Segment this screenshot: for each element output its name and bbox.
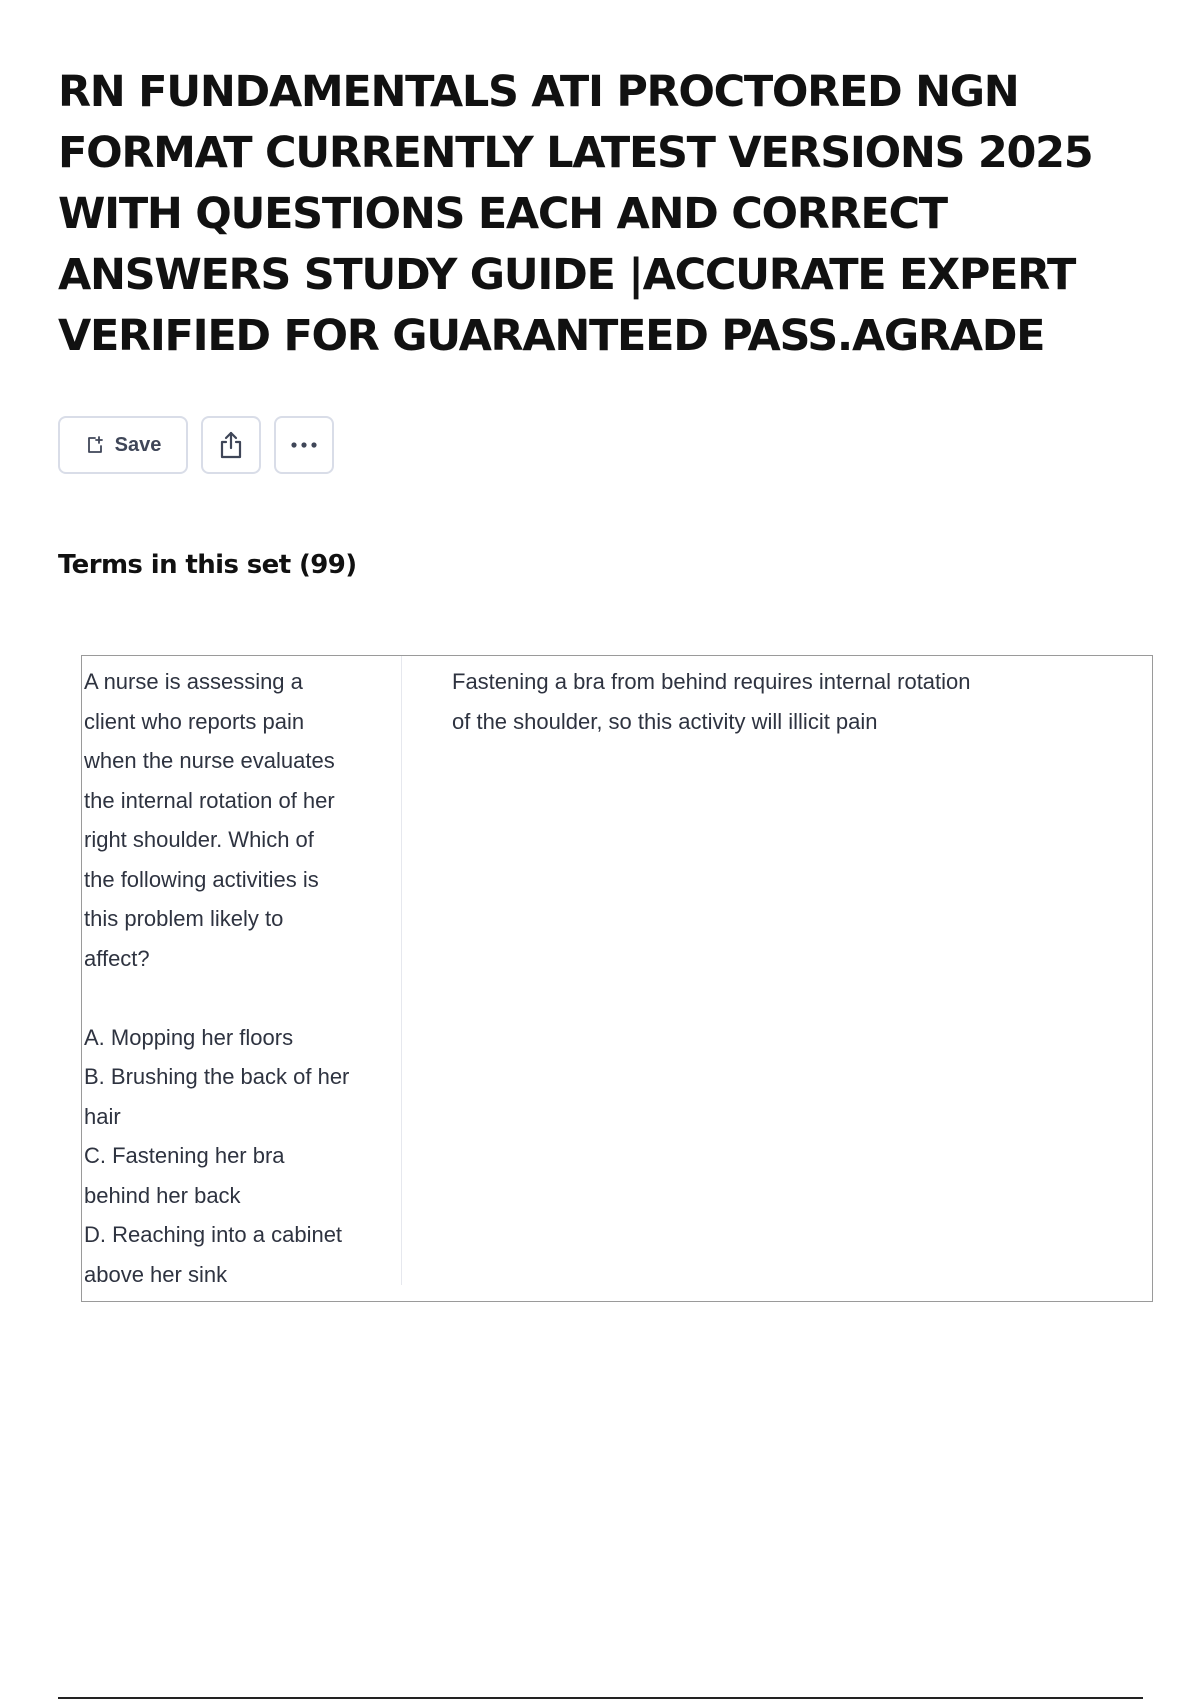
page-title: RN FUNDAMENTALS ATI PROCTORED NGN FORMAT CURRENTLY LATEST VERSIONS 2025 WITH QUESTIONS EACH AND CORRECT ANSWERS STUDY GUIDE |ACCURATE EXPERT VERIFIED FOR GUARANTEED PASS.AGRADE xyxy=(58,67,1093,361)
term-side xyxy=(82,656,402,1285)
share-button[interactable] xyxy=(201,416,261,474)
definition-text: Fastening a bra from behind requires internal rotation of the shoulder, so this activity will illicit pain xyxy=(452,669,971,734)
set-toolbar xyxy=(58,416,334,474)
share-icon xyxy=(217,430,245,460)
more-dots-icon xyxy=(290,441,318,449)
term-card xyxy=(81,655,1153,1302)
more-options-button[interactable] xyxy=(274,416,334,474)
footer-divider xyxy=(58,1697,1143,1699)
bookmark-plus-icon xyxy=(85,435,105,455)
term-text: A nurse is assessing a client who reports pain when the nurse evaluates the internal rotation of her right shoulder. Which of the following activities is this problem likely to affect? A. Mopping her floors B. Brushing the back of her hair C. Fastening her bra behind her back D. Reaching into a cabinet above her sink xyxy=(84,669,350,1287)
definition-side xyxy=(402,656,1152,1301)
save-button[interactable] xyxy=(58,416,188,474)
save-button-label: Save xyxy=(114,433,162,456)
terms-section-heading: Terms in this set (99) xyxy=(58,550,357,580)
